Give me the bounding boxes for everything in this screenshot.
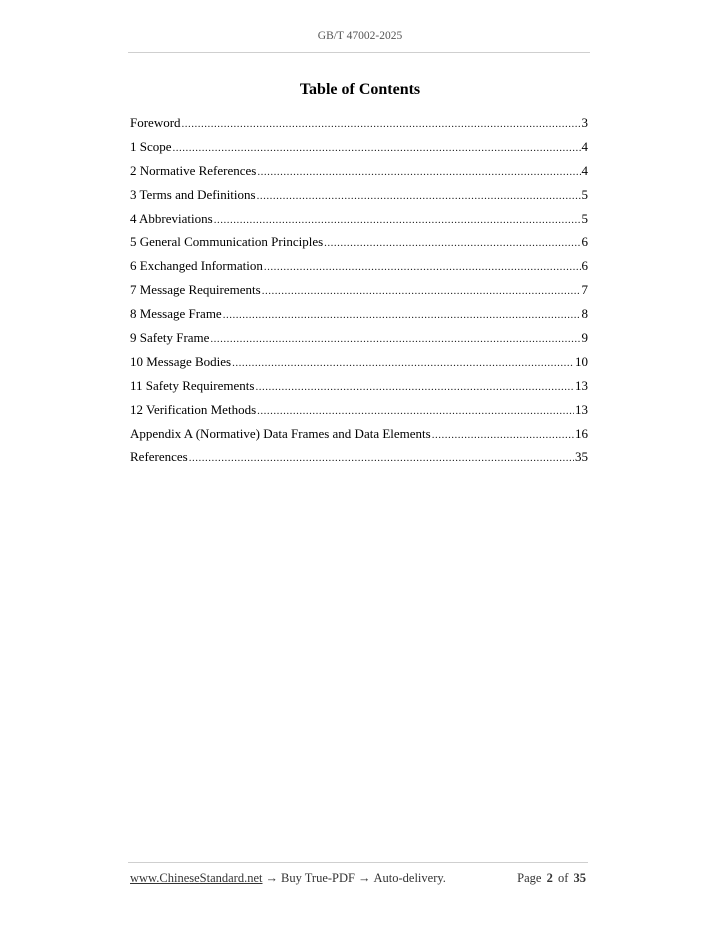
toc-entry-page: 4 [581,162,588,178]
toc-entry[interactable] [130,115,588,139]
toc-entry-label: 5 General Communication Principles [130,234,324,250]
toc-entry-page: 35 [575,449,588,465]
toc-entry-page: 6 [581,234,588,250]
toc-entry[interactable] [130,234,588,258]
toc-entry-label: 4 Abbreviations [130,210,213,226]
toc-entry-page: 4 [581,138,588,154]
dot-leader [210,331,580,347]
toc-entry-label: 6 Exchanged Information [130,258,263,274]
dot-leader [432,427,574,443]
dot-leader [264,259,581,275]
toc-entry-label: References [130,449,188,465]
dot-leader [257,403,574,419]
toc-entry[interactable] [130,426,588,450]
toc-entry-page: 13 [575,401,588,417]
toc-entry-page: 8 [581,306,588,322]
toc-entry[interactable] [130,449,588,473]
buy-text: Buy True-PDF [281,871,355,885]
dot-leader [324,235,580,251]
toc-entry-page: 7 [581,282,588,298]
toc-entry-page: 10 [575,353,588,369]
toc-entry-label: 9 Safety Frame [130,330,210,346]
toc-entry[interactable] [130,258,588,282]
toc-entry-label: 10 Message Bodies [130,353,232,369]
toc-entry[interactable] [130,378,588,402]
toc-entry[interactable] [130,354,588,378]
dot-leader [189,450,574,466]
site-link[interactable]: www.ChineseStandard.net [130,871,263,885]
toc-entry-page: 5 [581,210,588,226]
dot-leader [257,164,580,180]
toc-entry-page: 9 [581,330,588,346]
toc-entry[interactable] [130,402,588,426]
page-number [517,871,588,886]
dot-leader [257,188,581,204]
dot-leader [223,307,581,323]
dot-leader [232,355,574,371]
current-page: 2 [546,871,553,885]
delivery-text: Auto-delivery. [373,871,446,885]
toc-entry[interactable] [130,187,588,211]
toc-entry-label: 2 Normative References [130,162,257,178]
toc-entry[interactable] [130,163,588,187]
toc-entry[interactable] [130,282,588,306]
total-pages: 35 [573,871,586,885]
toc-entry-page: 3 [581,115,588,130]
of-word: of [557,871,569,885]
toc-entry-label: Foreword [130,115,181,130]
header-divider [128,52,590,53]
page-title: Table of Contents [299,81,421,98]
dot-leader [173,140,581,156]
running-header: GB/T 47002-2025 [317,30,403,42]
arrow-right-icon: → [265,871,278,885]
footer-promo [130,871,446,886]
toc-entry-label: Appendix A (Normative) Data Frames and Data Elements [130,425,431,441]
dot-leader [214,212,581,228]
toc-entry-label: 11 Safety Requirements [130,377,255,393]
dot-leader [255,379,574,395]
page-word: Page [517,871,542,885]
toc-entry-page: 5 [581,186,588,202]
footer-divider [128,862,588,863]
toc-entry[interactable] [130,330,588,354]
toc-entry-label: 12 Verification Methods [130,401,257,417]
toc-entry-page: 16 [575,425,588,441]
toc-entry-label: 7 Message Requirements [130,282,261,298]
toc-entry[interactable] [130,139,588,163]
toc-entry[interactable] [130,211,588,235]
arrow-right-icon: → [358,871,371,885]
dot-leader [182,116,581,132]
toc-entry-label: 3 Terms and Definitions [130,186,256,202]
toc-entry-label: 8 Message Frame [130,306,222,322]
toc-entry-page: 13 [575,377,588,393]
table-of-contents [130,115,588,473]
toc-entry[interactable] [130,306,588,330]
page-footer [130,871,588,886]
toc-entry-label: 1 Scope [130,138,172,154]
toc-entry-page: 6 [581,258,588,274]
dot-leader [262,283,581,299]
